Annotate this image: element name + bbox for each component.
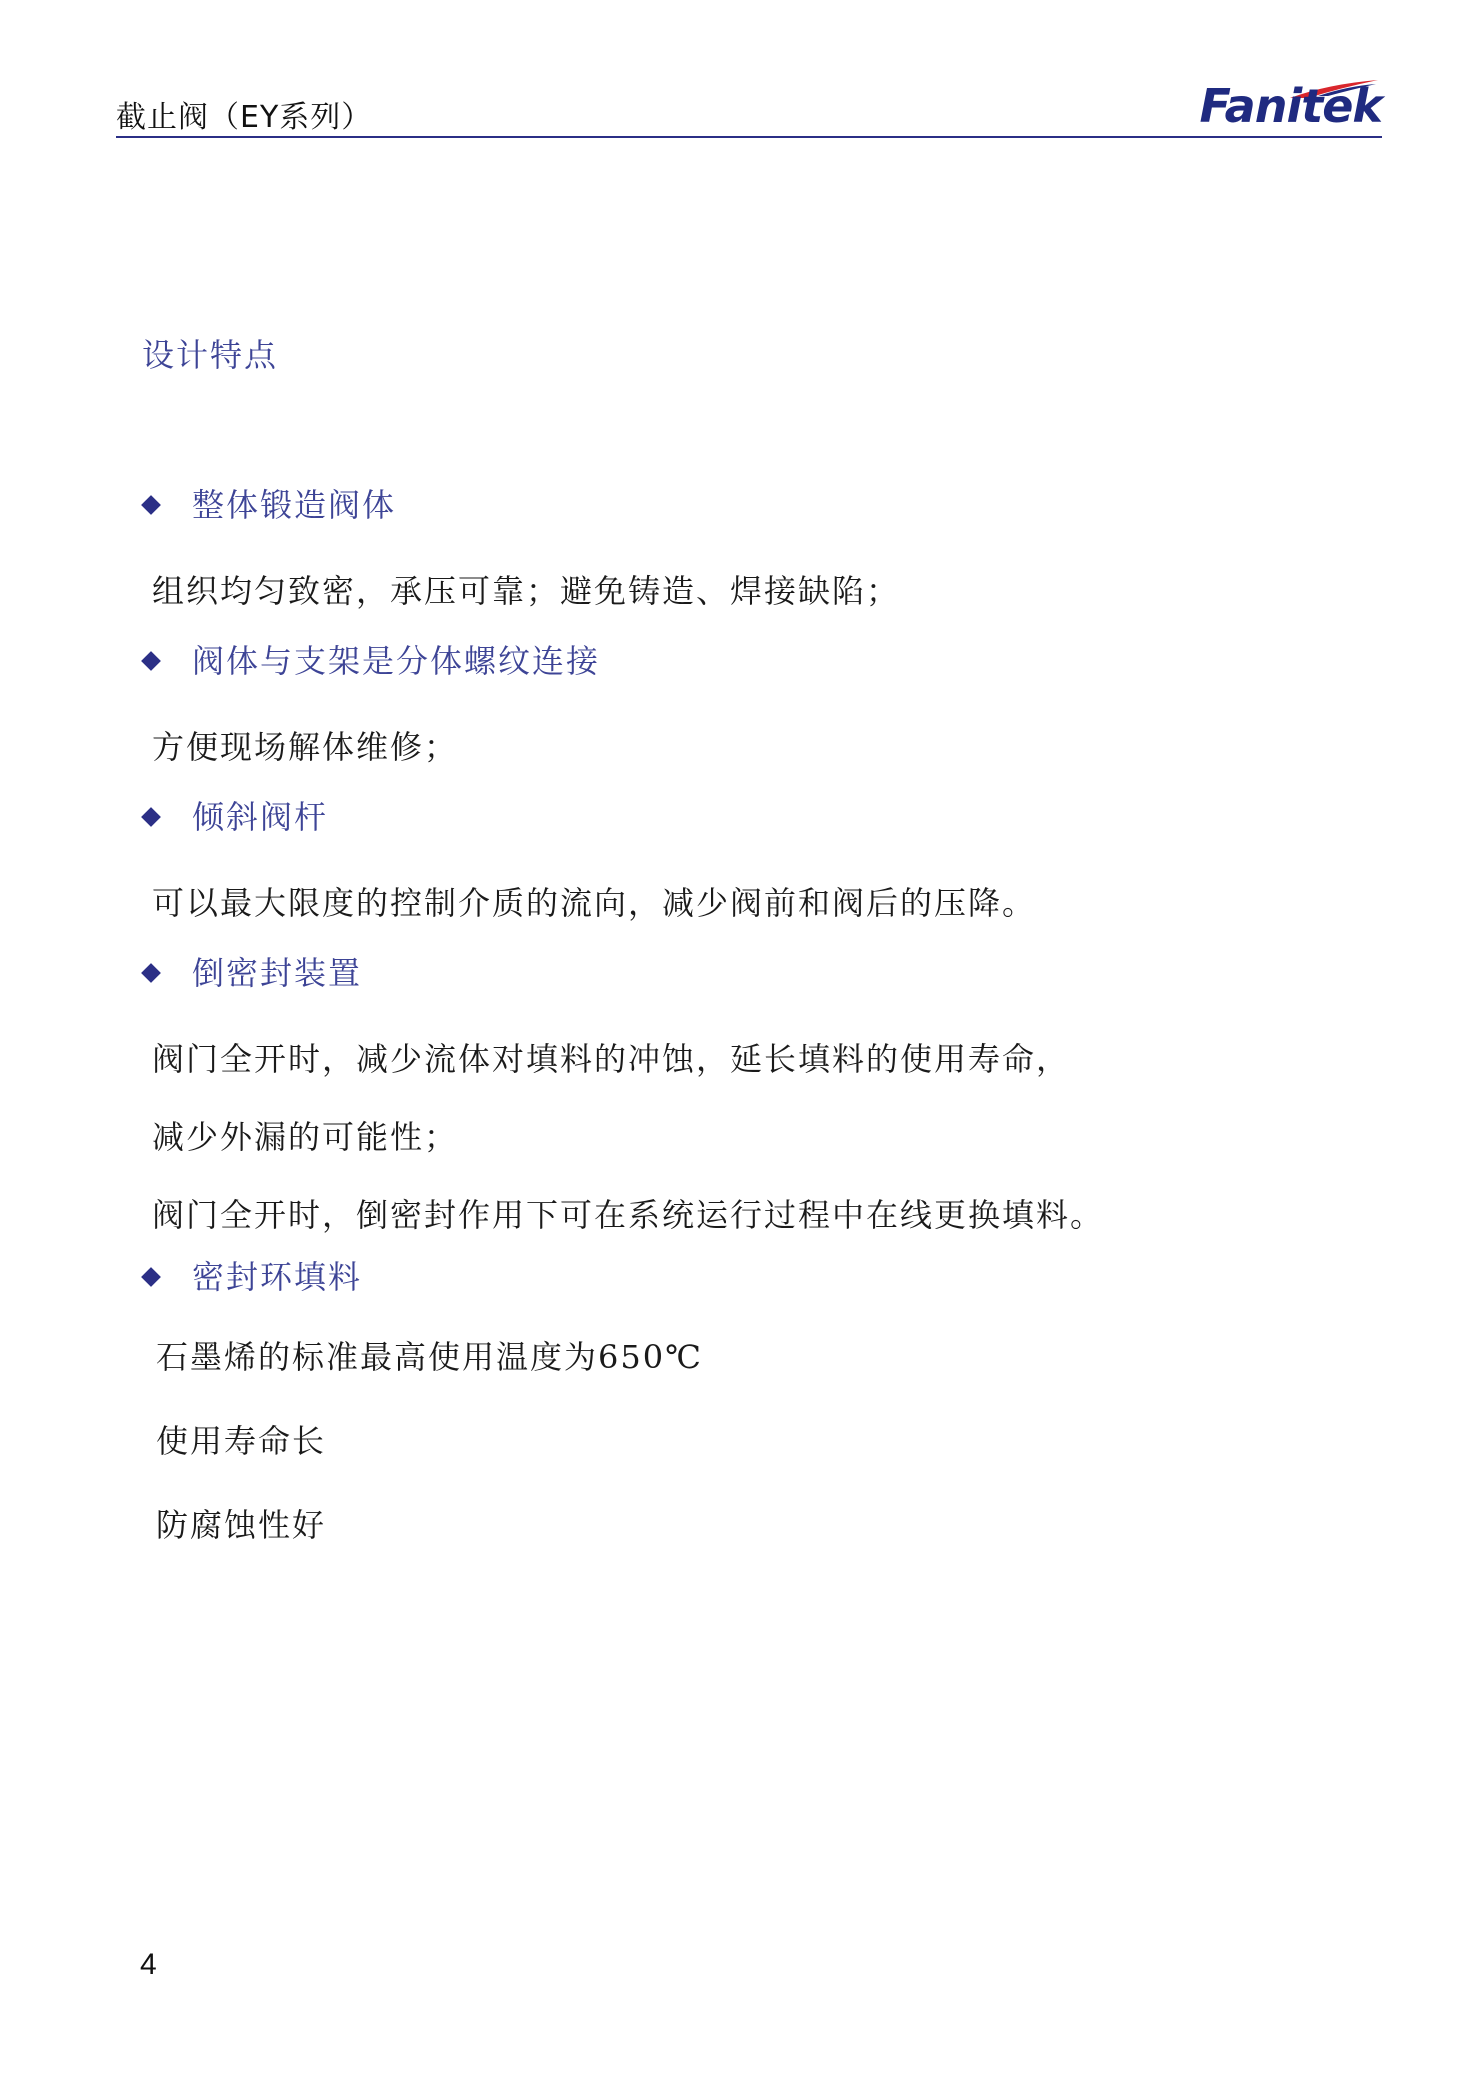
feature-description: 方便现场解体维修；: [152, 728, 459, 766]
feature-description: 减少外漏的可能性；: [152, 1118, 459, 1156]
document-title: 截止阀（EY系列）: [116, 100, 373, 135]
feature-heading-label: 阀体与支架是分体螺纹连接: [192, 642, 601, 680]
feature-heading: [144, 636, 600, 682]
feature-description: 可以最大限度的控制介质的流向，减少阀前和阀后的压降。: [152, 884, 1037, 922]
feature-heading-label: 整体锻造阀体: [192, 486, 397, 524]
feature-description: 使用寿命长: [156, 1422, 327, 1460]
feature-heading: [144, 480, 396, 526]
page-number: 4: [140, 1948, 157, 1981]
diamond-bullet-icon: [141, 963, 161, 983]
feature-heading: [144, 792, 328, 838]
fanitek-logo: [1199, 78, 1382, 134]
feature-description: 石墨烯的标准最高使用温度为650℃: [156, 1338, 703, 1376]
diamond-bullet-icon: [141, 495, 161, 515]
feature-description: 阀门全开时，减少流体对填料的冲蚀，延长填料的使用寿命，: [152, 1040, 1071, 1078]
diamond-bullet-icon: [141, 651, 161, 671]
header-divider: [116, 136, 1382, 138]
feature-heading: [144, 948, 362, 994]
logo-text: Fanitek: [1199, 79, 1382, 133]
feature-heading: [144, 1252, 362, 1298]
diamond-bullet-icon: [141, 1267, 161, 1287]
feature-heading-label: 密封环填料: [192, 1258, 363, 1296]
page-header: [116, 79, 1382, 144]
diamond-bullet-icon: [141, 807, 161, 827]
feature-description: 组织均匀致密，承压可靠；避免铸造、焊接缺陷；: [152, 572, 901, 610]
feature-heading-label: 倾斜阀杆: [192, 798, 329, 836]
feature-description: 阀门全开时，倒密封作用下可在系统运行过程中在线更换填料。: [152, 1196, 1105, 1234]
feature-description: 防腐蚀性好: [156, 1506, 327, 1544]
section-title: 设计特点: [142, 336, 279, 374]
feature-heading-label: 倒密封装置: [192, 954, 363, 992]
